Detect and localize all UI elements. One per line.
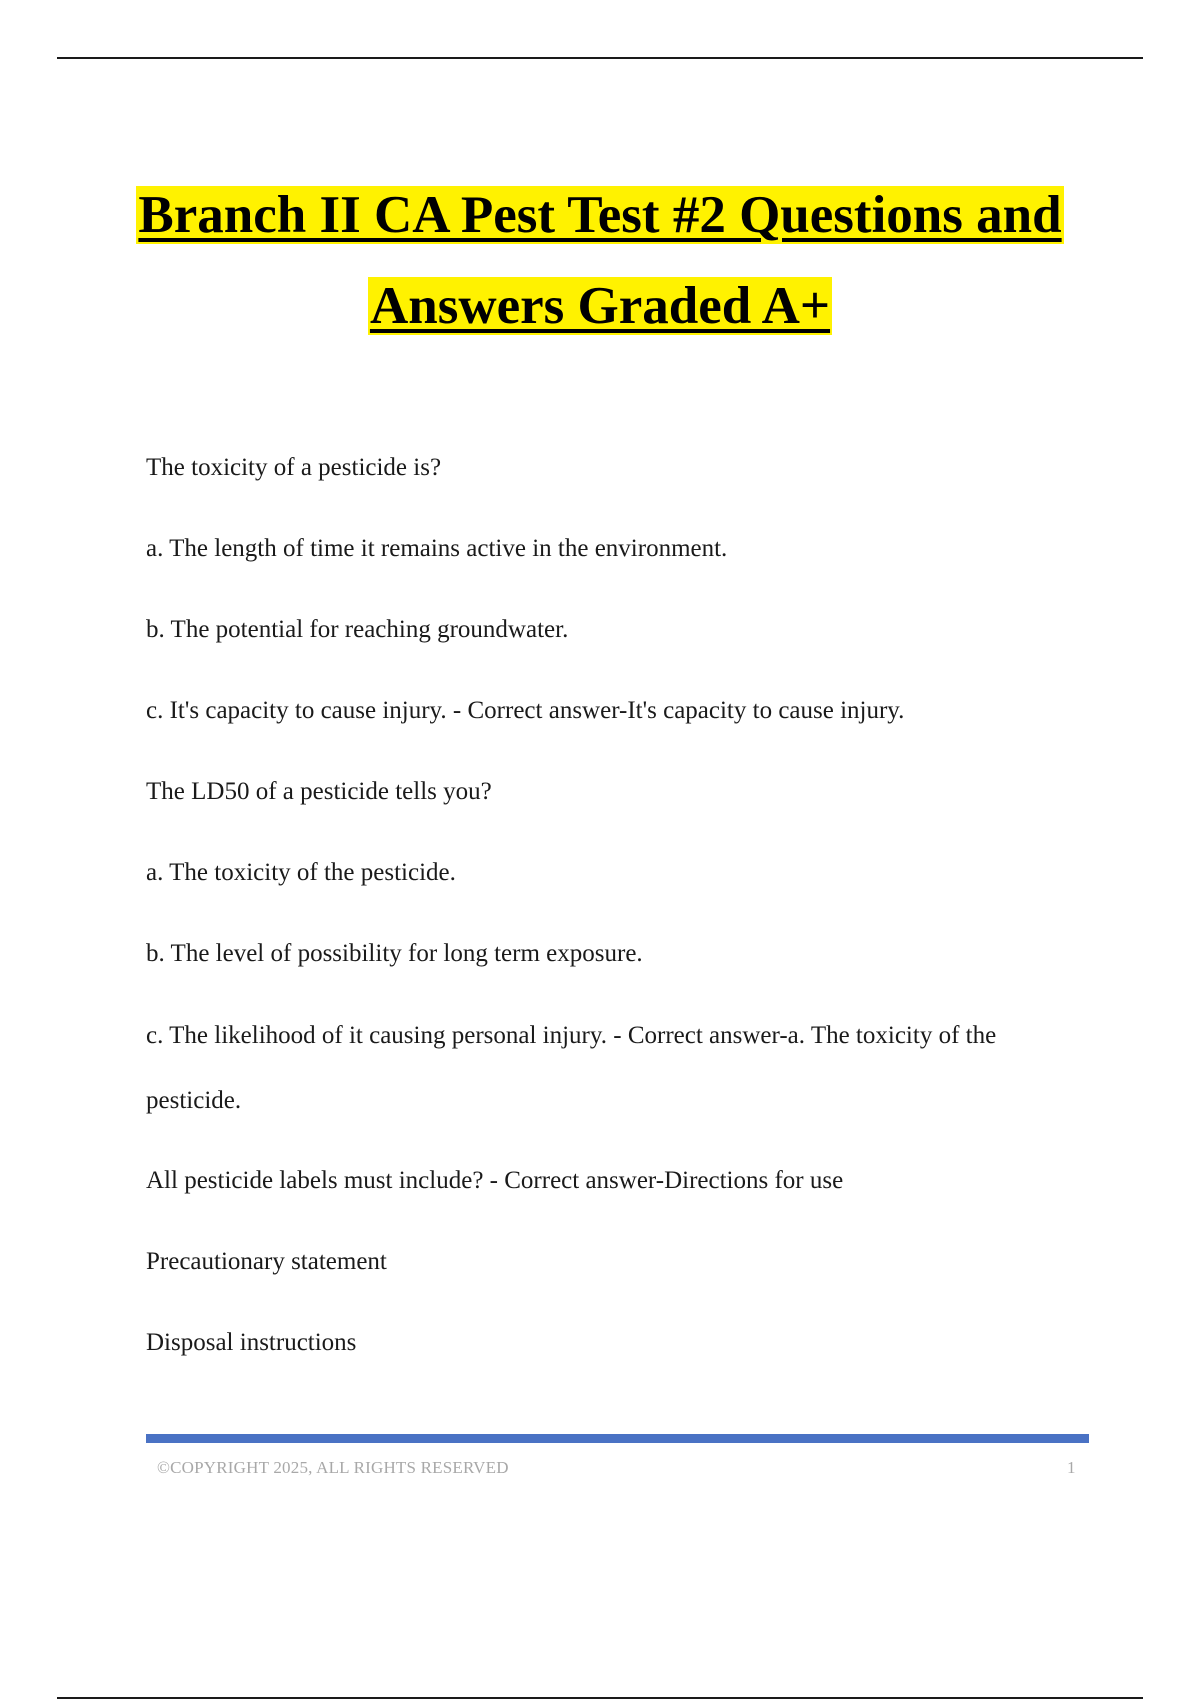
- answer-option: a. The toxicity of the pesticide.: [146, 859, 456, 886]
- answer-option: a. The length of time it remains active in the environment.: [146, 535, 728, 562]
- document-body: [146, 448, 1086, 1404]
- answer-list-item: Precautionary statement: [146, 1248, 387, 1275]
- question-2: The LD50 of a pesticide tells you?: [146, 778, 492, 805]
- document-title: [0, 170, 1200, 352]
- answer-list-item: Disposal instructions: [146, 1329, 357, 1356]
- title-line-1: Branch II CA Pest Test #2 Questions and: [138, 186, 1062, 244]
- bottom-divider: [57, 1697, 1143, 1699]
- answer-option: b. The level of possibility for long term exposure.: [146, 940, 643, 967]
- answer-option-correct: c. It's capacity to cause injury. - Correct answer-It's capacity to cause injury.: [146, 697, 905, 724]
- footer-bar: [146, 1434, 1089, 1443]
- footer-copyright: ©COPYRIGHT 2025, ALL RIGHTS RESERVED: [157, 1458, 509, 1477]
- page-number: 1: [1067, 1458, 1076, 1477]
- question-1: The toxicity of a pesticide is?: [146, 454, 442, 481]
- title-line-2: Answers Graded A+: [369, 277, 831, 335]
- answer-option-correct: c. The likelihood of it causing personal injury. - Correct answer-a. The toxicity of the pesticide.: [146, 1022, 997, 1114]
- top-divider: [57, 57, 1143, 59]
- question-3: All pesticide labels must include? - Correct answer-Directions for use: [146, 1167, 844, 1194]
- answer-option: b. The potential for reaching groundwater.: [146, 616, 569, 643]
